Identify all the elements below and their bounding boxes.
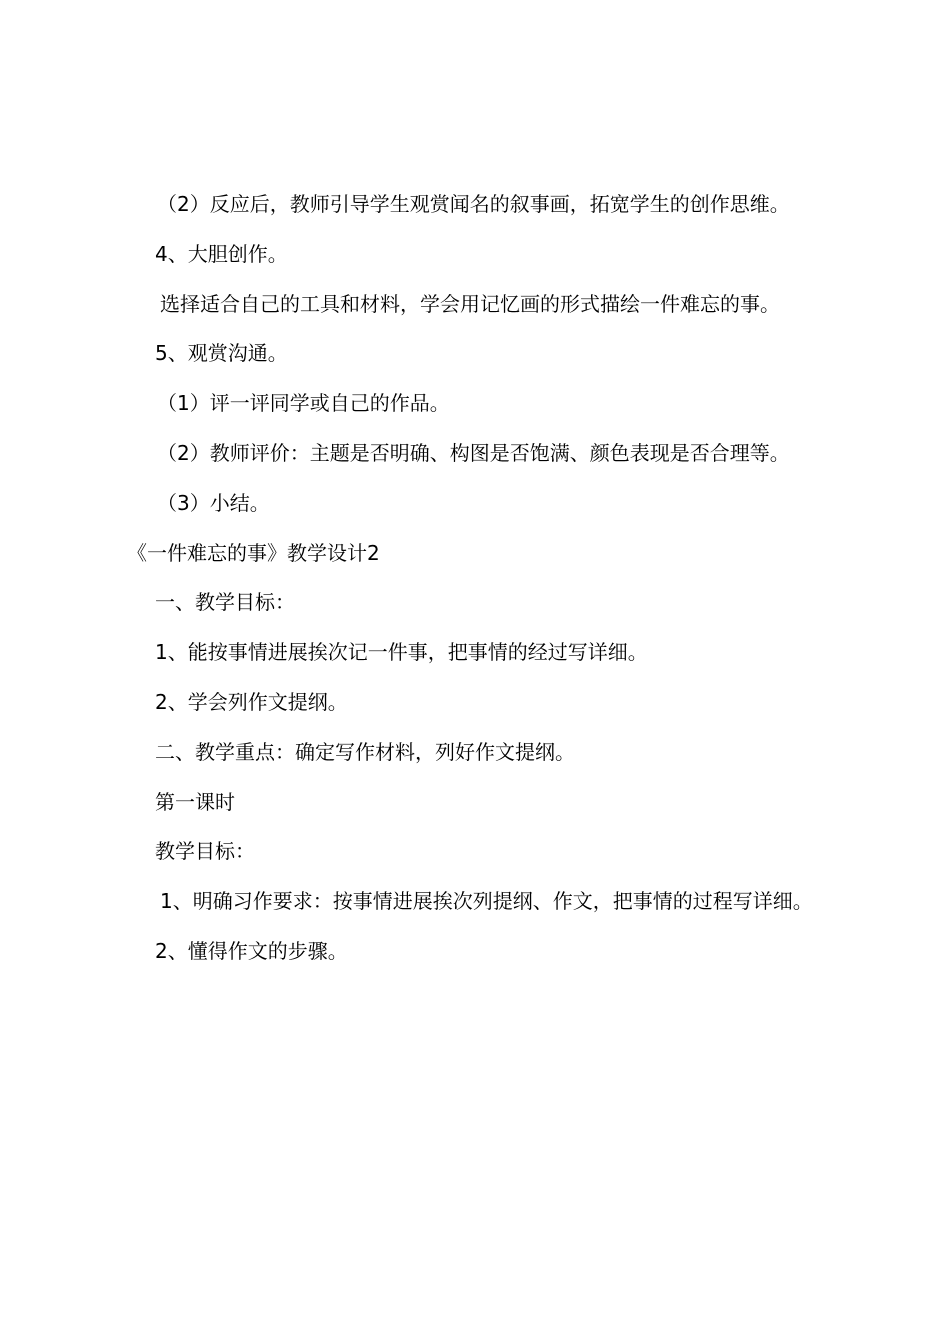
paragraph: （1）评一评同学或自己的作品。 [157, 391, 450, 416]
paragraph: 教学目标： [155, 839, 255, 864]
paragraph: 1、明确习作要求：按事情进展挨次列提纲、作文，把事情的过程写详细。 [160, 889, 813, 914]
paragraph: 5、观赏沟通。 [155, 341, 288, 366]
section-heading: 《一件难忘的事》教学设计2 [127, 540, 380, 565]
paragraph: （3）小结。 [157, 490, 270, 515]
paragraph: 2、学会列作文提纲。 [155, 689, 348, 714]
paragraph: 选择适合自己的工具和材料，学会用记忆画的形式描绘一件难忘的事。 [160, 291, 780, 316]
paragraph: 2、懂得作文的步骤。 [155, 938, 348, 963]
paragraph: 1、能按事情进展挨次记一件事，把事情的经过写详细。 [155, 640, 648, 665]
document-body [127, 180, 833, 977]
paragraph: （2）反应后，教师引导学生观赏闻名的叙事画，拓宽学生的创作思维。 [157, 192, 790, 216]
paragraph: 4、大胆创作。 [155, 241, 288, 266]
paragraph: 一、教学目标： [155, 590, 295, 615]
paragraph: 第一课时 [155, 789, 235, 814]
paragraph: 二、教学重点：确定写作材料，列好作文提纲。 [155, 739, 575, 764]
paragraph: （2）教师评价：主题是否明确、构图是否饱满、颜色表现是否合理等。 [157, 440, 790, 465]
